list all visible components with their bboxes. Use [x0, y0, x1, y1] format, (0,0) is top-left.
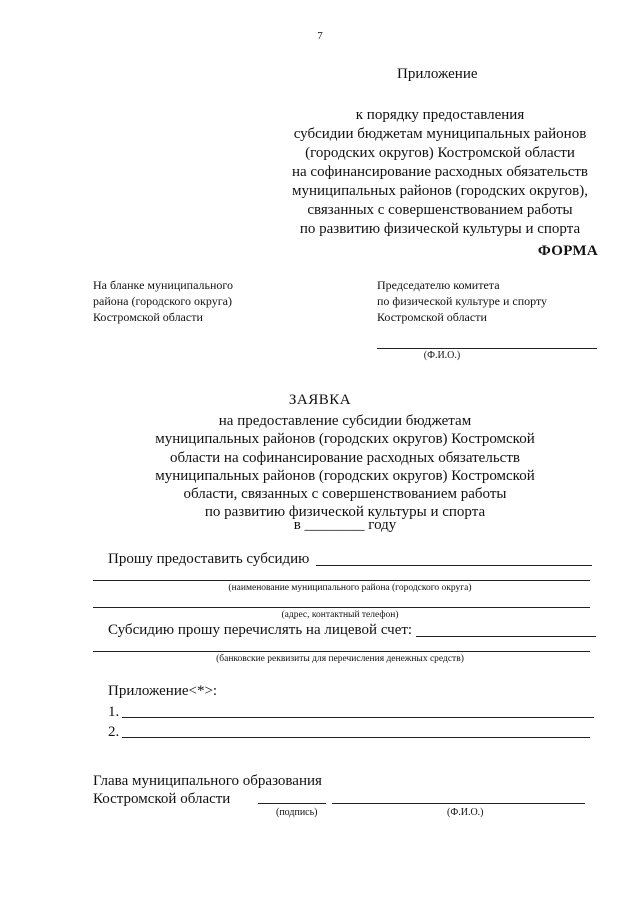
procedure-line: муниципальных районов (городских округов),	[291, 183, 589, 199]
request-label: Прошу предоставить субсидию	[108, 551, 310, 567]
zayavka-line: муниципальных районов (городских округов) Костромской	[155, 431, 535, 448]
attachment-item-1-field[interactable]	[122, 705, 594, 718]
zayavka-body	[120, 412, 570, 522]
attachment-item-1-number: 1.	[108, 704, 120, 720]
appendix-title: Приложение	[397, 66, 478, 82]
letterhead-line: района (городского округа)	[93, 294, 232, 308]
attachment-item-2-number: 2.	[108, 724, 120, 740]
signature-caption: (подпись)	[276, 807, 318, 818]
address-field[interactable]	[93, 607, 590, 608]
addressee-block	[377, 277, 547, 325]
subsidy-amount-field[interactable]	[316, 552, 592, 566]
zayavka-line: области на софинансирование расходных обязательств	[170, 449, 520, 466]
zayavka-title: ЗАЯВКА	[288, 392, 352, 408]
addressee-line: Костромской области	[377, 310, 487, 324]
account-field[interactable]	[416, 623, 596, 637]
addressee-fio-caption: (Ф.И.О.)	[423, 350, 461, 361]
letterhead-line: Костромской области	[93, 310, 203, 324]
procedure-line: (городских округов) Костромской области	[305, 145, 575, 161]
procedure-line: субсидии бюджетам муниципальных районов	[293, 126, 587, 142]
head-fio-field[interactable]	[332, 803, 585, 804]
addressee-line: по физической культуре и спорту	[377, 294, 548, 308]
municipality-field[interactable]	[93, 580, 590, 581]
zayavka-line: муниципальных районов (городских округов) Костромской	[155, 467, 535, 484]
letterhead-note	[93, 277, 233, 325]
bank-details-caption: (банковские реквизиты для перечисления денежных средств)	[216, 654, 464, 664]
transfer-label: Субсидию прошу перечислять на лицевой счет:	[108, 622, 413, 638]
head-fio-caption: (Ф.И.О.)	[447, 807, 484, 818]
municipality-caption: (наименование муниципального района (городского округа)	[228, 583, 472, 593]
letterhead-line: На бланке муниципального	[93, 278, 234, 292]
address-caption: (адрес, контактный телефон)	[281, 610, 399, 620]
procedure-line: на софинансирование расходных обязательств	[291, 164, 589, 180]
addressee-line: Председателю комитета	[377, 278, 500, 292]
addressee-fio-field[interactable]	[377, 348, 597, 349]
signature-field[interactable]	[258, 803, 326, 804]
zayavka-line: области, связанных с совершенствованием работы	[183, 486, 507, 503]
head-line: Глава муниципального образования	[93, 773, 322, 789]
zayavka-line: на предоставление субсидии бюджетам	[218, 413, 472, 429]
appendix-procedure	[250, 106, 630, 239]
head-line: Костромской области	[93, 791, 231, 807]
form-label: ФОРМА	[537, 243, 598, 259]
zayavka-line: по развитию физической культуры и спорта	[204, 504, 486, 521]
zayavka-year-line: в ________ году	[293, 517, 397, 533]
procedure-line: связанных с совершенствованием работы	[307, 202, 573, 218]
procedure-line: по развитию физической культуры и спорта	[299, 221, 581, 237]
page-number: 7	[317, 30, 323, 42]
bank-details-field[interactable]	[93, 651, 590, 652]
procedure-line: к порядку предоставления	[355, 107, 525, 123]
attachment-item-2-field[interactable]	[122, 725, 590, 738]
attachment-label: Приложение<*>:	[108, 683, 218, 699]
